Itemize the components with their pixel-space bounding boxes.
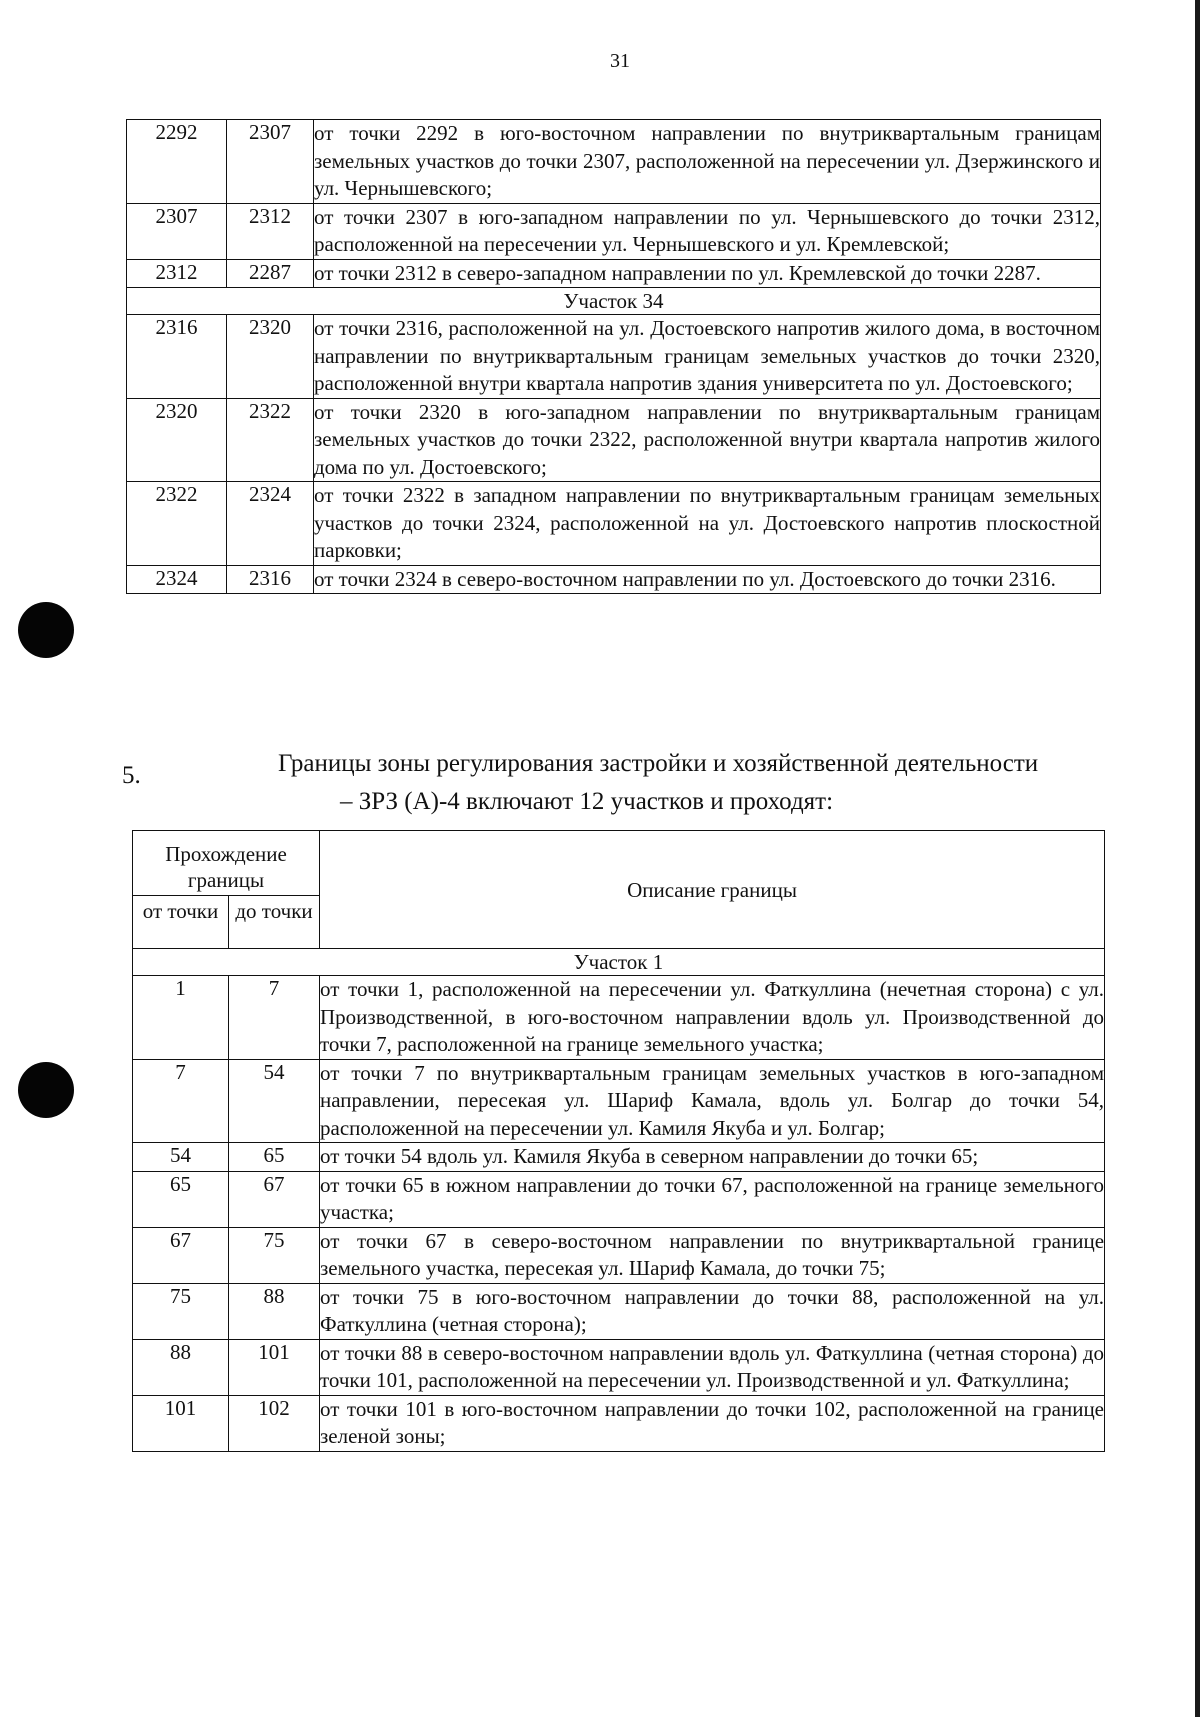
boundary-table-top	[126, 119, 1101, 594]
boundary-description: от точки 65 в южном направлении до точки 67, расположенной на границе земельного участка;	[320, 1171, 1105, 1227]
point-to: 2320	[227, 315, 314, 399]
table-row	[133, 1059, 1105, 1143]
punch-hole	[18, 1062, 74, 1118]
section-title-line-2: – ЗРЗ (А)-4 включают 12 участков и проходят:	[340, 788, 834, 815]
point-from: 65	[133, 1171, 229, 1227]
table-row	[127, 482, 1101, 566]
point-to: 54	[229, 1059, 320, 1143]
table-row	[133, 1143, 1105, 1172]
boundary-description: от точки 2312 в северо-западном направлении по ул. Кремлевской до точки 2287.	[314, 259, 1101, 288]
table-row	[133, 1283, 1105, 1339]
point-from: 101	[133, 1395, 229, 1451]
table-row	[133, 976, 1105, 1060]
point-to: 7	[229, 976, 320, 1060]
point-from: 67	[133, 1227, 229, 1283]
point-from: 88	[133, 1339, 229, 1395]
point-from: 2292	[127, 120, 227, 204]
boundary-description: от точки 1, расположенной на пересечении ул. Фаткуллина (нечетная сторона) с ул. Производственной, в юго-восточном направлении вдоль ул. Производственной до точки 7, расположенной на границе земельного участка;	[320, 976, 1105, 1060]
point-from: 2307	[127, 203, 227, 259]
table-row	[133, 1171, 1105, 1227]
point-from: 54	[133, 1143, 229, 1172]
table-row	[133, 1227, 1105, 1283]
boundary-description: от точки 2292 в юго-восточном направлении по внутриквартальным границам земельных участков до точки 2307, расположенной на пересечении ул. Дзержинского и ул. Чернышевского;	[314, 120, 1101, 204]
boundary-description: от точки 2316, расположенной на ул. Достоевского напротив жилого дома, в восточном направлении по внутриквартальным границам земельных участков до точки 2320, расположенной внутри квартала напротив здания университета по ул. Достоевского;	[314, 315, 1101, 399]
point-to: 2322	[227, 398, 314, 482]
boundary-description: от точки 75 в юго-восточном направлении до точки 88, расположенной на ул. Фаткуллина (четная сторона);	[320, 1283, 1105, 1339]
section-label: Участок 1	[133, 949, 1105, 976]
table-row	[127, 259, 1101, 288]
header-route: Прохождение границы	[133, 831, 320, 896]
table-row	[127, 565, 1101, 594]
section-number: 5.	[122, 762, 141, 789]
table-row	[127, 315, 1101, 399]
section-title-line-1: Границы зоны регулирования застройки и хозяйственной деятельности	[278, 750, 1039, 777]
boundary-description: от точки 67 в северо-восточном направлении по внутриквартальной границе земельного участка, пересекая ул. Шариф Камала, до точки 75;	[320, 1227, 1105, 1283]
table-row	[133, 1395, 1105, 1451]
point-to: 67	[229, 1171, 320, 1227]
scan-edge	[1195, 0, 1200, 1717]
point-to: 75	[229, 1227, 320, 1283]
point-to: 2307	[227, 120, 314, 204]
table-row	[133, 1339, 1105, 1395]
point-to: 88	[229, 1283, 320, 1339]
point-to: 101	[229, 1339, 320, 1395]
point-from: 2316	[127, 315, 227, 399]
table-row	[127, 120, 1101, 204]
header-description: Описание границы	[320, 831, 1105, 949]
point-from: 2320	[127, 398, 227, 482]
point-from: 75	[133, 1283, 229, 1339]
boundary-description: от точки 7 по внутриквартальным границам земельных участков в юго-западном направлении, пересекая ул. Шариф Камала, вдоль ул. Болгар до точки 54, расположенной на пересечении ул. Камиля Якуба и ул. Болгар;	[320, 1059, 1105, 1143]
point-from: 2322	[127, 482, 227, 566]
boundary-description: от точки 101 в юго-восточном направлении до точки 102, расположенной на границе зеленой зоны;	[320, 1395, 1105, 1451]
table-row	[127, 203, 1101, 259]
point-from: 2312	[127, 259, 227, 288]
point-from: 1	[133, 976, 229, 1060]
point-from: 7	[133, 1059, 229, 1143]
header-from: от точки	[133, 896, 229, 949]
section-row	[127, 288, 1101, 315]
boundary-description: от точки 54 вдоль ул. Камиля Якуба в северном направлении до точки 65;	[320, 1143, 1105, 1172]
boundary-table-zrz	[132, 830, 1105, 1452]
header-to: до точки	[229, 896, 320, 949]
point-to: 2312	[227, 203, 314, 259]
point-to: 2287	[227, 259, 314, 288]
boundary-description: от точки 2307 в юго-западном направлении по ул. Чернышевского до точки 2312, расположенной на пересечении ул. Чернышевского и ул. Кремлевской;	[314, 203, 1101, 259]
boundary-description: от точки 88 в северо-восточном направлении вдоль ул. Фаткуллина (четная сторона) до точки 101, расположенной на пересечении ул. Производственной и ул. Фаткуллина;	[320, 1339, 1105, 1395]
section-row	[133, 949, 1105, 976]
point-from: 2324	[127, 565, 227, 594]
point-to: 2316	[227, 565, 314, 594]
boundary-description: от точки 2324 в северо-восточном направлении по ул. Достоевского до точки 2316.	[314, 565, 1101, 594]
boundary-description: от точки 2322 в западном направлении по внутриквартальным границам земельных участков до точки 2324, расположенной на ул. Достоевского напротив плоскостной парковки;	[314, 482, 1101, 566]
point-to: 65	[229, 1143, 320, 1172]
point-to: 102	[229, 1395, 320, 1451]
punch-hole	[18, 602, 74, 658]
section-label: Участок 34	[127, 288, 1101, 315]
point-to: 2324	[227, 482, 314, 566]
page-number: 31	[610, 50, 630, 72]
boundary-description: от точки 2320 в юго-западном направлении по внутриквартальным границам земельных участков до точки 2322, расположенной внутри квартала напротив жилого дома по ул. Достоевского;	[314, 398, 1101, 482]
table-header-row	[133, 831, 1105, 896]
table-row	[127, 398, 1101, 482]
